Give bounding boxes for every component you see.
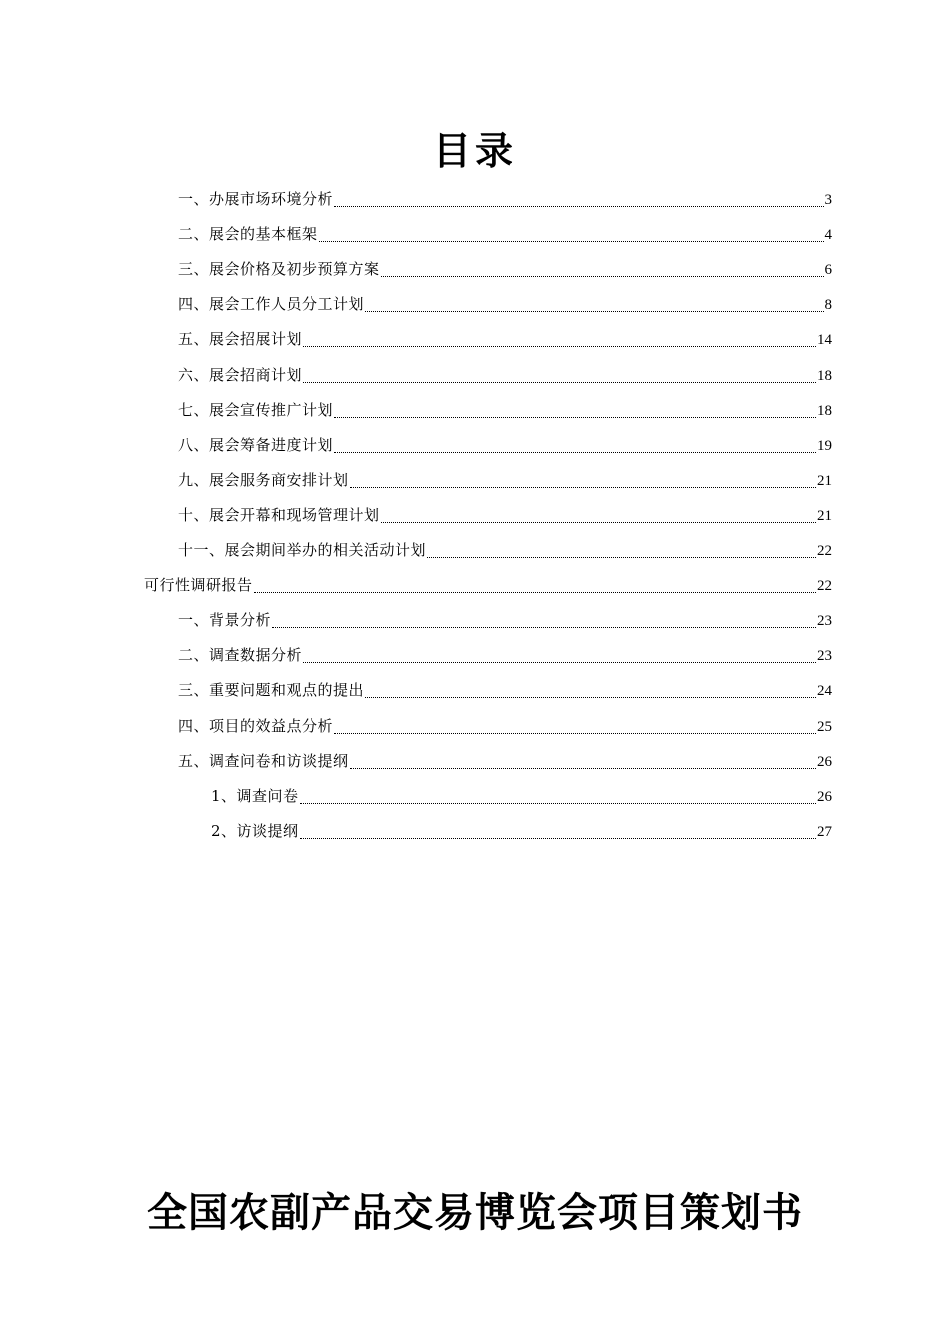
toc-dot-leader — [381, 522, 816, 523]
toc-dot-leader — [334, 417, 816, 418]
toc-entry[interactable] — [178, 463, 832, 498]
toc-dot-leader — [334, 206, 823, 207]
toc-entry-label: 五、调查问卷和访谈提纲 — [178, 751, 349, 770]
toc-entry-page-number: 23 — [817, 648, 832, 665]
toc-entry-label: 二、展会的基本框架 — [178, 225, 318, 244]
toc-entry-page-number: 21 — [817, 507, 832, 524]
toc-entry-page-number: 22 — [817, 543, 832, 559]
toc-entry-page-number: 14 — [817, 332, 832, 349]
toc-dot-leader — [334, 733, 816, 734]
toc-dot-leader — [381, 276, 824, 277]
toc-entry-label: 六、展会招商计划 — [178, 365, 303, 384]
toc-dot-leader — [303, 346, 816, 347]
toc-entry-label: 可行性调研报告 — [144, 576, 253, 595]
toc-entry[interactable] — [178, 709, 832, 744]
toc-dot-leader — [334, 452, 816, 453]
toc-entry-page-number: 21 — [817, 472, 832, 489]
toc-entry[interactable] — [178, 638, 832, 673]
toc-entry-label: 七、展会宣传推广计划 — [178, 400, 334, 419]
toc-entry-page-number: 3 — [824, 192, 832, 208]
toc-entry-label: 四、项目的效益点分析 — [178, 716, 334, 735]
toc-entry-page-number: 19 — [817, 437, 832, 454]
toc-entry-page-number: 23 — [817, 613, 832, 630]
toc-dot-leader — [350, 487, 816, 488]
toc-dot-leader — [365, 311, 823, 312]
toc-entry[interactable] — [178, 393, 832, 428]
toc-entry[interactable] — [178, 428, 832, 463]
toc-entry[interactable] — [178, 498, 832, 533]
toc-entry-page-number: 25 — [817, 718, 832, 735]
toc-entry[interactable] — [211, 779, 832, 814]
toc-entry-page-number: 24 — [817, 683, 832, 700]
toc-entry-label: 十一、展会期间举办的相关活动计划 — [178, 541, 427, 559]
toc-entry-label: 十、展会开幕和现场管理计划 — [178, 505, 380, 524]
toc-entry-label: 四、展会工作人员分工计划 — [178, 295, 365, 314]
document-title: 全国农副产品交易博览会项目策划书 — [147, 1190, 803, 1237]
toc-entry-label: 八、展会筹备进度计划 — [178, 435, 334, 454]
toc-dot-leader — [303, 662, 816, 663]
toc-entry-page-number: 6 — [824, 262, 832, 279]
toc-entry[interactable] — [178, 673, 832, 708]
toc-dot-leader — [319, 241, 824, 242]
toc-entry-page-number: 26 — [817, 753, 832, 770]
toc-entry-label: 1、调查问卷 — [211, 786, 299, 805]
toc-entry[interactable] — [178, 217, 832, 252]
toc-entry-page-number: 27 — [817, 823, 832, 840]
toc-entry[interactable] — [178, 358, 832, 393]
toc-entry[interactable] — [178, 322, 832, 357]
toc-dot-leader — [427, 557, 816, 558]
toc-entry-label: 三、展会价格及初步预算方案 — [178, 260, 380, 279]
toc-entry-label: 九、展会服务商安排计划 — [178, 470, 349, 489]
toc-entry[interactable] — [178, 603, 832, 638]
toc-entry[interactable] — [178, 252, 832, 287]
toc-entry[interactable] — [178, 744, 832, 779]
toc-entry-label: 五、展会招展计划 — [178, 330, 303, 349]
toc-dot-leader — [272, 627, 816, 628]
toc-dot-leader — [300, 803, 816, 804]
toc-entry-label: 一、办展市场环境分析 — [178, 190, 334, 208]
toc-entry[interactable] — [178, 182, 832, 217]
toc-entry-page-number: 18 — [817, 367, 832, 384]
toc-title: 目录 — [432, 129, 517, 174]
toc-entry-page-number: 8 — [824, 297, 832, 314]
toc-entry-label: 二、调查数据分析 — [178, 646, 303, 665]
toc-entry[interactable] — [211, 814, 832, 849]
toc-entry-label: 2、访谈提纲 — [211, 821, 299, 840]
toc-entry-label: 一、背景分析 — [178, 611, 272, 630]
toc-entry-page-number: 26 — [817, 788, 832, 805]
toc-entry-page-number: 22 — [817, 578, 832, 595]
toc-entry[interactable] — [178, 287, 832, 322]
toc-entry[interactable] — [178, 533, 832, 568]
toc-dot-leader — [300, 838, 816, 839]
toc-dot-leader — [254, 592, 816, 593]
toc-entry[interactable] — [144, 568, 832, 603]
toc-entry-label: 三、重要问题和观点的提出 — [178, 681, 365, 700]
toc-dot-leader — [365, 697, 816, 698]
toc-dot-leader — [350, 768, 816, 769]
toc-entry-page-number: 18 — [817, 402, 832, 419]
toc-entry-page-number: 4 — [824, 227, 832, 244]
toc-dot-leader — [303, 382, 816, 383]
